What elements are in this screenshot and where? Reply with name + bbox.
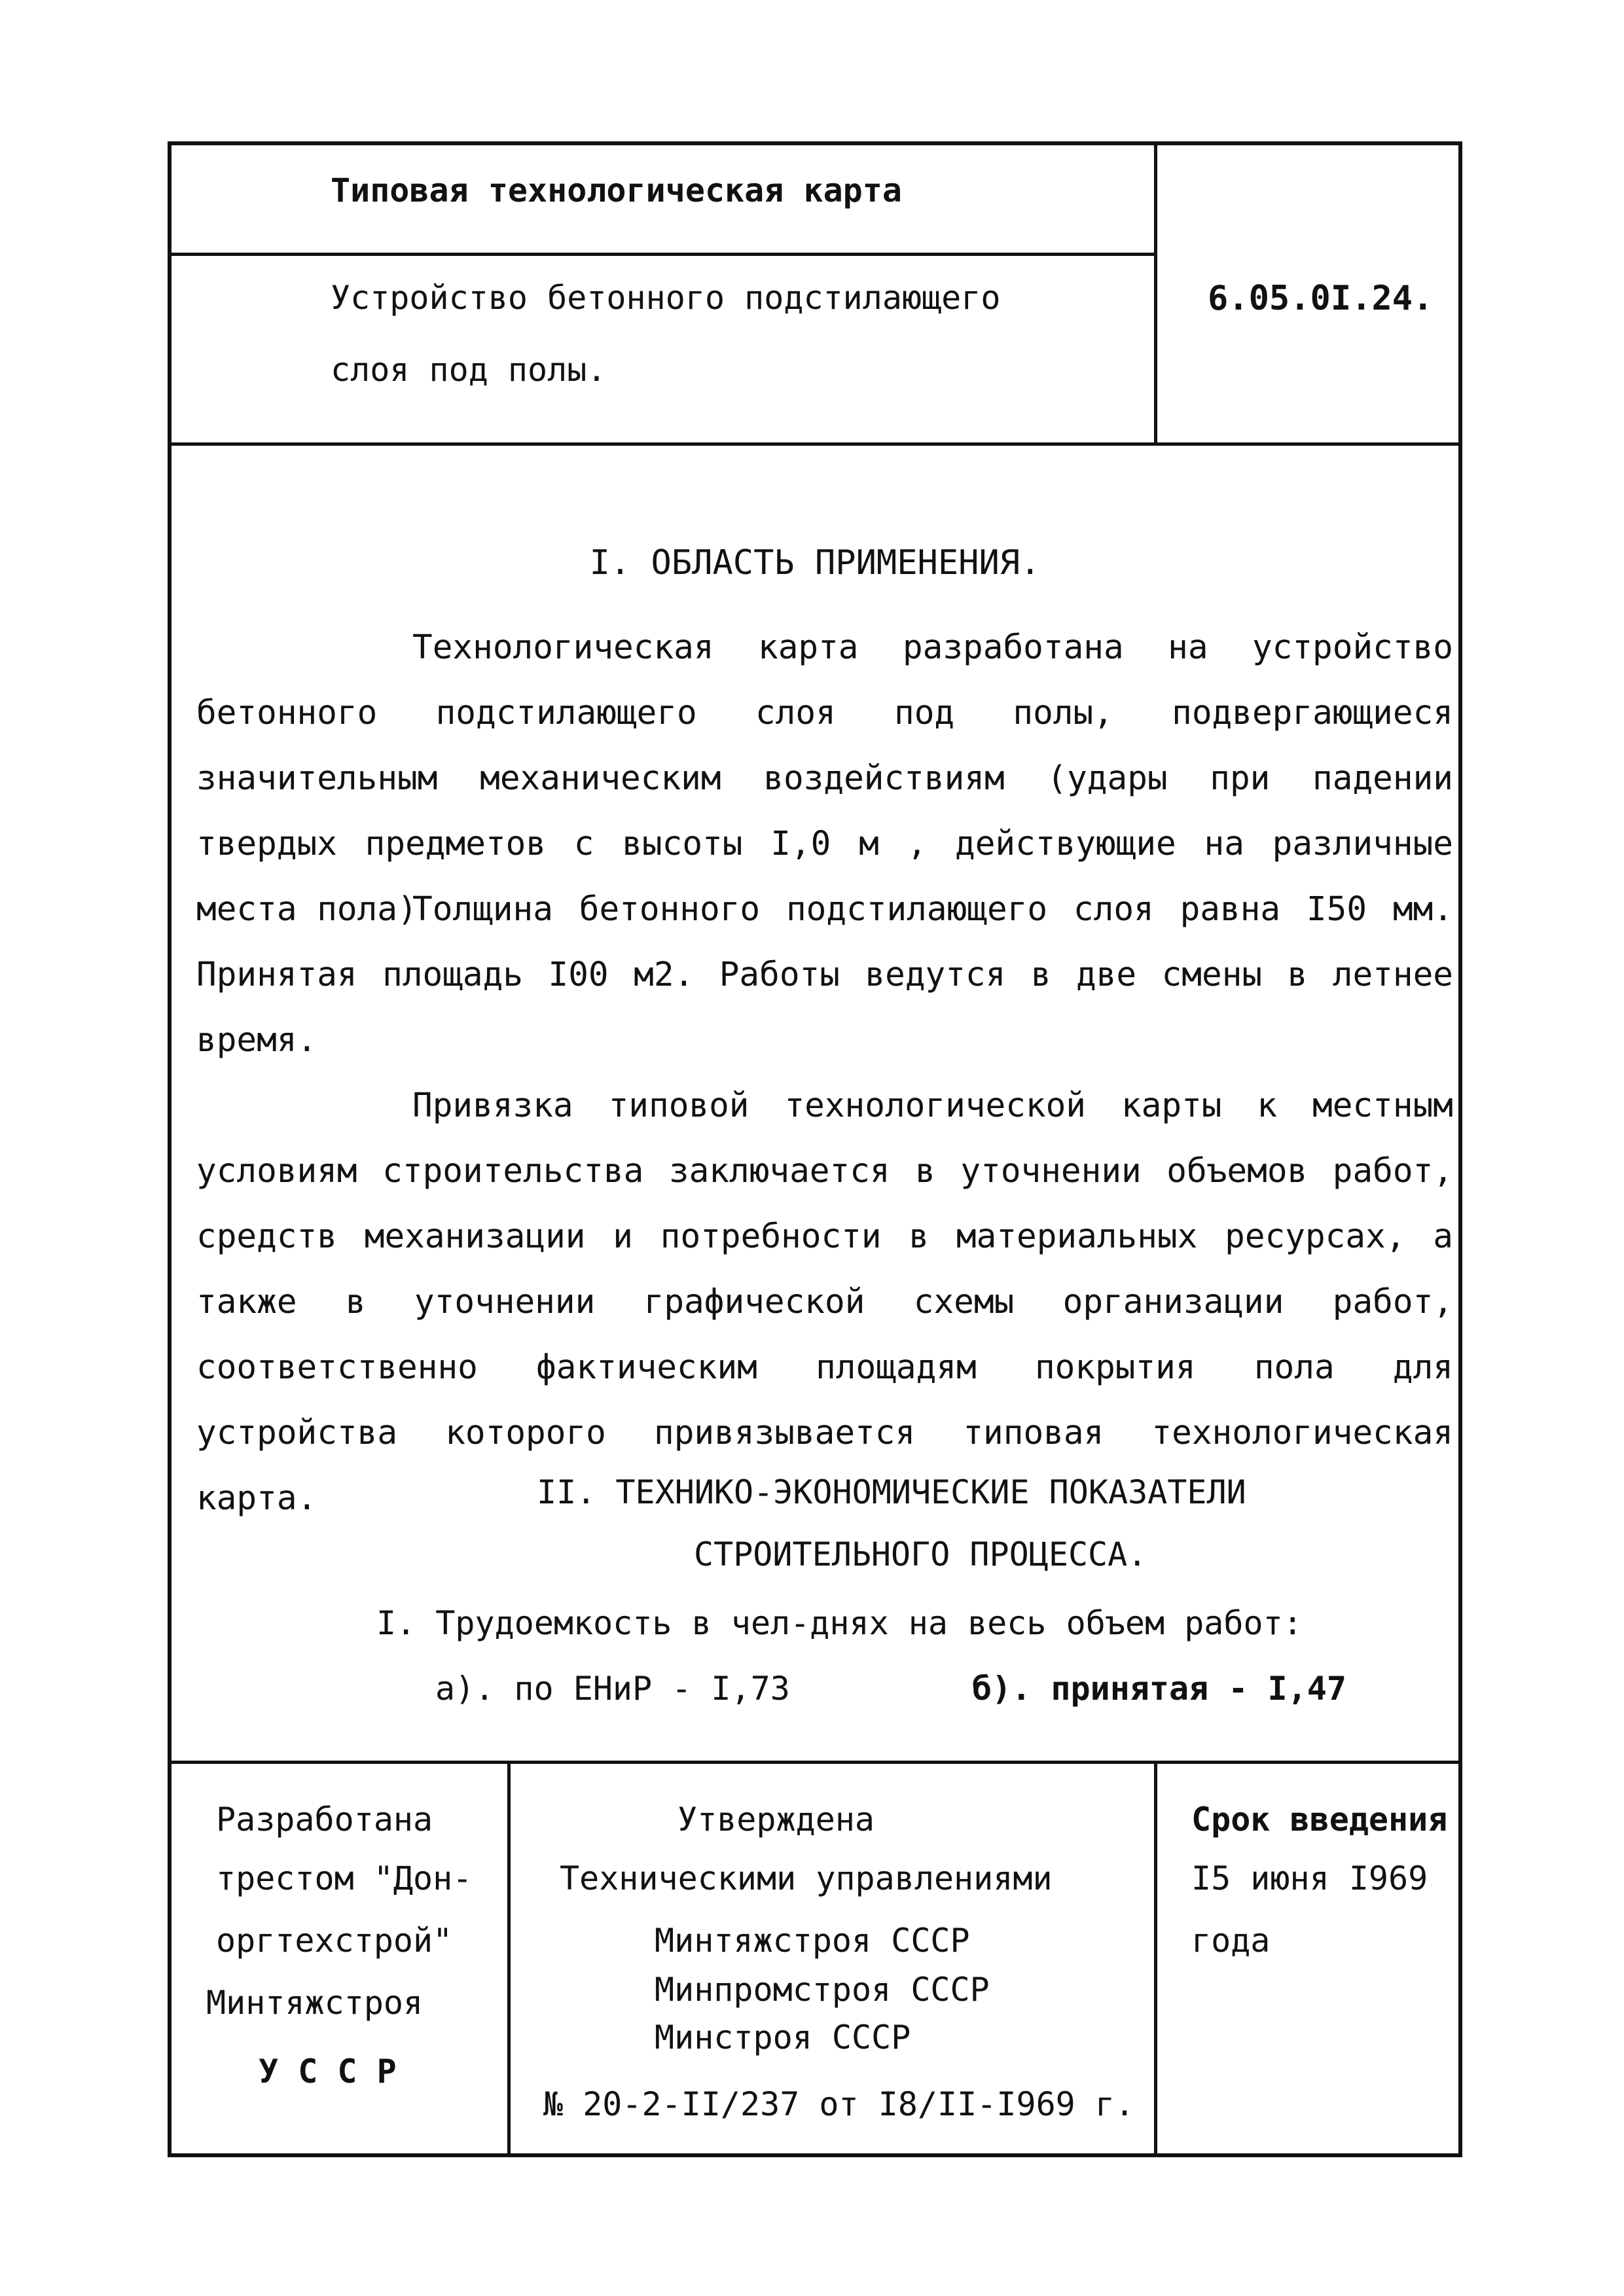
footer-divider-right xyxy=(1154,1761,1157,2157)
effective-date-line2: I5 июня I969 xyxy=(1191,1859,1428,1897)
header-code-divider xyxy=(1154,141,1157,446)
developed-by-line5: У С С Р xyxy=(259,2053,397,2090)
card-code: 6.05.0I.24. xyxy=(1208,279,1434,318)
card-title-line1: Устройство бетонного подстилающего xyxy=(331,279,1001,317)
footer-top-line xyxy=(168,1761,1462,1764)
approved-line4: Минпромстроя СССР xyxy=(655,1971,990,2009)
labor-intensity-item: I. Трудоемкость в чел-днях на весь объем работ: xyxy=(376,1604,1303,1642)
effective-date-line3: года xyxy=(1191,1922,1271,1960)
developed-by-line1: Разработана xyxy=(216,1801,433,1839)
card-title-line2: слоя под полы. xyxy=(331,351,607,389)
section2-heading-line2: СТРОИТЕЛЬНОГО ПРОЦЕССА. xyxy=(694,1535,1147,1573)
card-type: Типовая технологическая карта xyxy=(331,171,902,209)
footer-divider-left xyxy=(507,1761,511,2157)
approved-line1: Утверждена xyxy=(677,1801,875,1839)
labor-enir-value: а). по ЕНиР - I,73 xyxy=(435,1670,790,1708)
developed-by-line4: Минтяжстроя xyxy=(206,1984,424,2022)
section1-heading: I. ОБЛАСТЬ ПРИМЕНЕНИЯ. xyxy=(589,543,1041,583)
approved-line5: Минстроя СССР xyxy=(655,2018,911,2056)
developed-by-line2: трестом "Дон- xyxy=(216,1859,473,1897)
section1-paragraph2: Толщина бетонного подстилающего слоя равна I50 мм. Принятая площадь I00 м2. Работы ведутся в две смены в летнее время. xyxy=(196,890,1453,1060)
labor-accepted-value: б). принятая - I,47 xyxy=(972,1670,1346,1708)
approved-line6: № 20-2-II/237 от I8/II-I969 г. xyxy=(543,2085,1135,2123)
effective-date-line1: Срок введения xyxy=(1191,1801,1448,1839)
header-divider xyxy=(168,253,1157,256)
approved-line2: Техническими управлениями xyxy=(560,1859,1053,1897)
section1-paragraph1: Технологическая карта разработана на устройство бетонного подстилающего слоя под полы, подвергающиеся значительным механическим воздействиям (удары при падении твердых предметов с высоты I,0 м , действующие на различные места пола) xyxy=(196,628,1453,929)
approved-line3: Минтяжстроя СССР xyxy=(655,1922,970,1960)
developed-by-line3: оргтехстрой" xyxy=(216,1922,453,1960)
section1-paragraph3: Привязка типовой технологической карты к местным условиям строительства заключается в уточнении объемов работ, средств механизации и потребности в материальных ресурсах, а также в уточнении графической схемы организации работ, соответственно фактическим площадям покрытия пола для устройства которого привязывается типовая технологическая карта. xyxy=(196,1086,1453,1518)
section2-heading-line1: II. ТЕХНИКО-ЭКОНОМИЧЕСКИЕ ПОКАЗАТЕЛИ xyxy=(537,1473,1246,1511)
header-bottom-line xyxy=(168,442,1462,446)
